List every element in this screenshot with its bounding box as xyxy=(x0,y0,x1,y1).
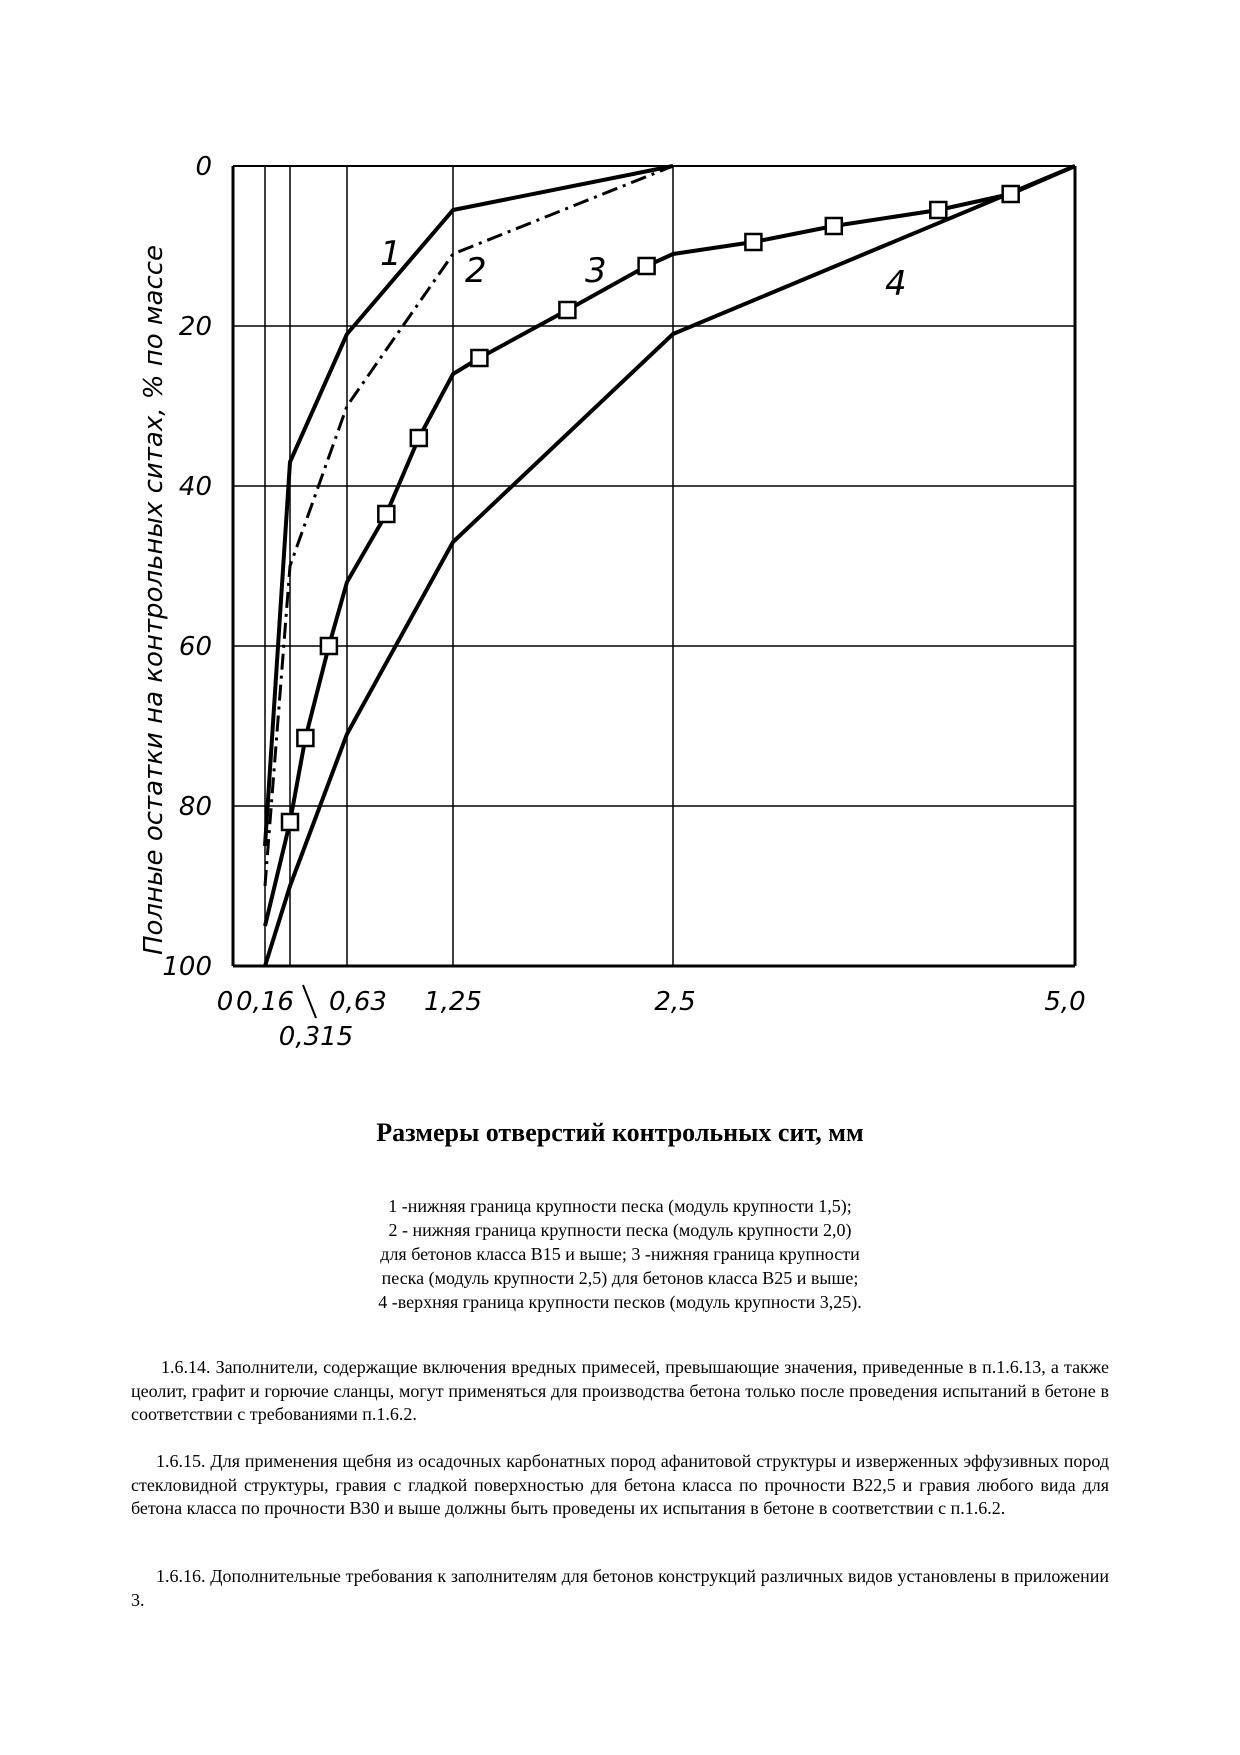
legend-line: песка (модуль крупности 2,5) для бетонов класса В25 и выше; xyxy=(381,1268,859,1288)
curve-3-marker xyxy=(745,234,761,250)
y-tick-label: 0 xyxy=(195,152,212,182)
x-tick-pointer xyxy=(303,985,316,1018)
chart-tick-labels xyxy=(162,152,1085,1052)
curve-3-marker xyxy=(930,202,946,218)
legend-line: 1 -нижняя граница крупности песка (модуль крупности 1,5); xyxy=(388,1196,852,1216)
curve-3-marker xyxy=(378,506,394,522)
paragraph-1-6-14: 1.6.14. Заполнители, содержащие включения вредных примесей, превышающие значения, приведенные в п.1.6.13, а также цеолит, графит и горючие сланцы, могут применяться для производства бетона только после проведения испытаний в бетоне в соответствии с требованиями п.1.6.2. xyxy=(131,1357,1109,1424)
curve-3-marker xyxy=(471,350,487,366)
curve-3-marker xyxy=(321,638,337,654)
curve-3-marker xyxy=(297,730,313,746)
y-axis-label: Полные остатки на контрольных ситах, % по массе xyxy=(139,244,169,956)
legend-line: 4 -верхняя граница крупности песков (модуль крупности 3,25). xyxy=(378,1292,862,1312)
y-tick-label: 20 xyxy=(178,312,212,342)
curve-3-marker xyxy=(1003,186,1019,202)
x-tick-label: 5,0 xyxy=(1044,987,1086,1017)
y-tick-label: 80 xyxy=(178,792,212,822)
x-tick-label: 0,315 xyxy=(278,1022,354,1052)
x-tick-label: 0,16 xyxy=(236,987,294,1017)
chart-series xyxy=(265,166,1075,966)
figure-title: Размеры отверстий контрольных сит, мм xyxy=(376,1118,864,1147)
curve-3-marker xyxy=(826,218,842,234)
curve-3-marker xyxy=(639,258,655,274)
legend-line: 2 - нижняя граница крупности песка (модуль крупности 2,0) xyxy=(388,1220,852,1240)
x-tick-label: 0,63 xyxy=(329,987,387,1017)
paragraph-1-6-15: 1.6.15. Для применения щебня из осадочных карбонатных пород афанитовой структуры и изверженных эффузивных пород стекловидной структуры, гравия с гладкой поверхностью для бетона класса по прочности В22,5 и гравия любого вида для бетона класса по прочности В30 и выше должны быть проведены их испытания в бетоне в соответствии с п.1.6.2. xyxy=(131,1451,1109,1518)
curve-2-label: 2 xyxy=(465,251,487,291)
curve-1-label: 1 xyxy=(380,234,402,274)
figure-legend xyxy=(300,1194,940,1314)
curve-3-label: 3 xyxy=(585,251,607,291)
curve-3-marker xyxy=(282,814,298,830)
y-tick-label: 60 xyxy=(178,632,212,662)
chart-grid xyxy=(233,166,1075,966)
y-tick-label: 40 xyxy=(178,472,212,502)
x-tick-label: 0 xyxy=(216,987,234,1017)
chart-frame xyxy=(233,166,1075,966)
curve-3-marker xyxy=(411,430,427,446)
curve-4-label: 4 xyxy=(885,264,907,304)
curve-3-line xyxy=(265,166,1075,926)
x-tick-label: 2,5 xyxy=(654,987,696,1017)
x-tick-label: 1,25 xyxy=(424,987,482,1017)
y-tick-label: 100 xyxy=(162,952,212,982)
legend-line: для бетонов класса В15 и выше; 3 -нижняя граница крупности xyxy=(380,1244,860,1264)
paragraph-1-6-16: 1.6.16. Дополнительные требования к заполнителям для бетонов конструкций различных видов установлены в приложении 3. xyxy=(131,1566,1109,1610)
curve-3-marker xyxy=(559,302,575,318)
